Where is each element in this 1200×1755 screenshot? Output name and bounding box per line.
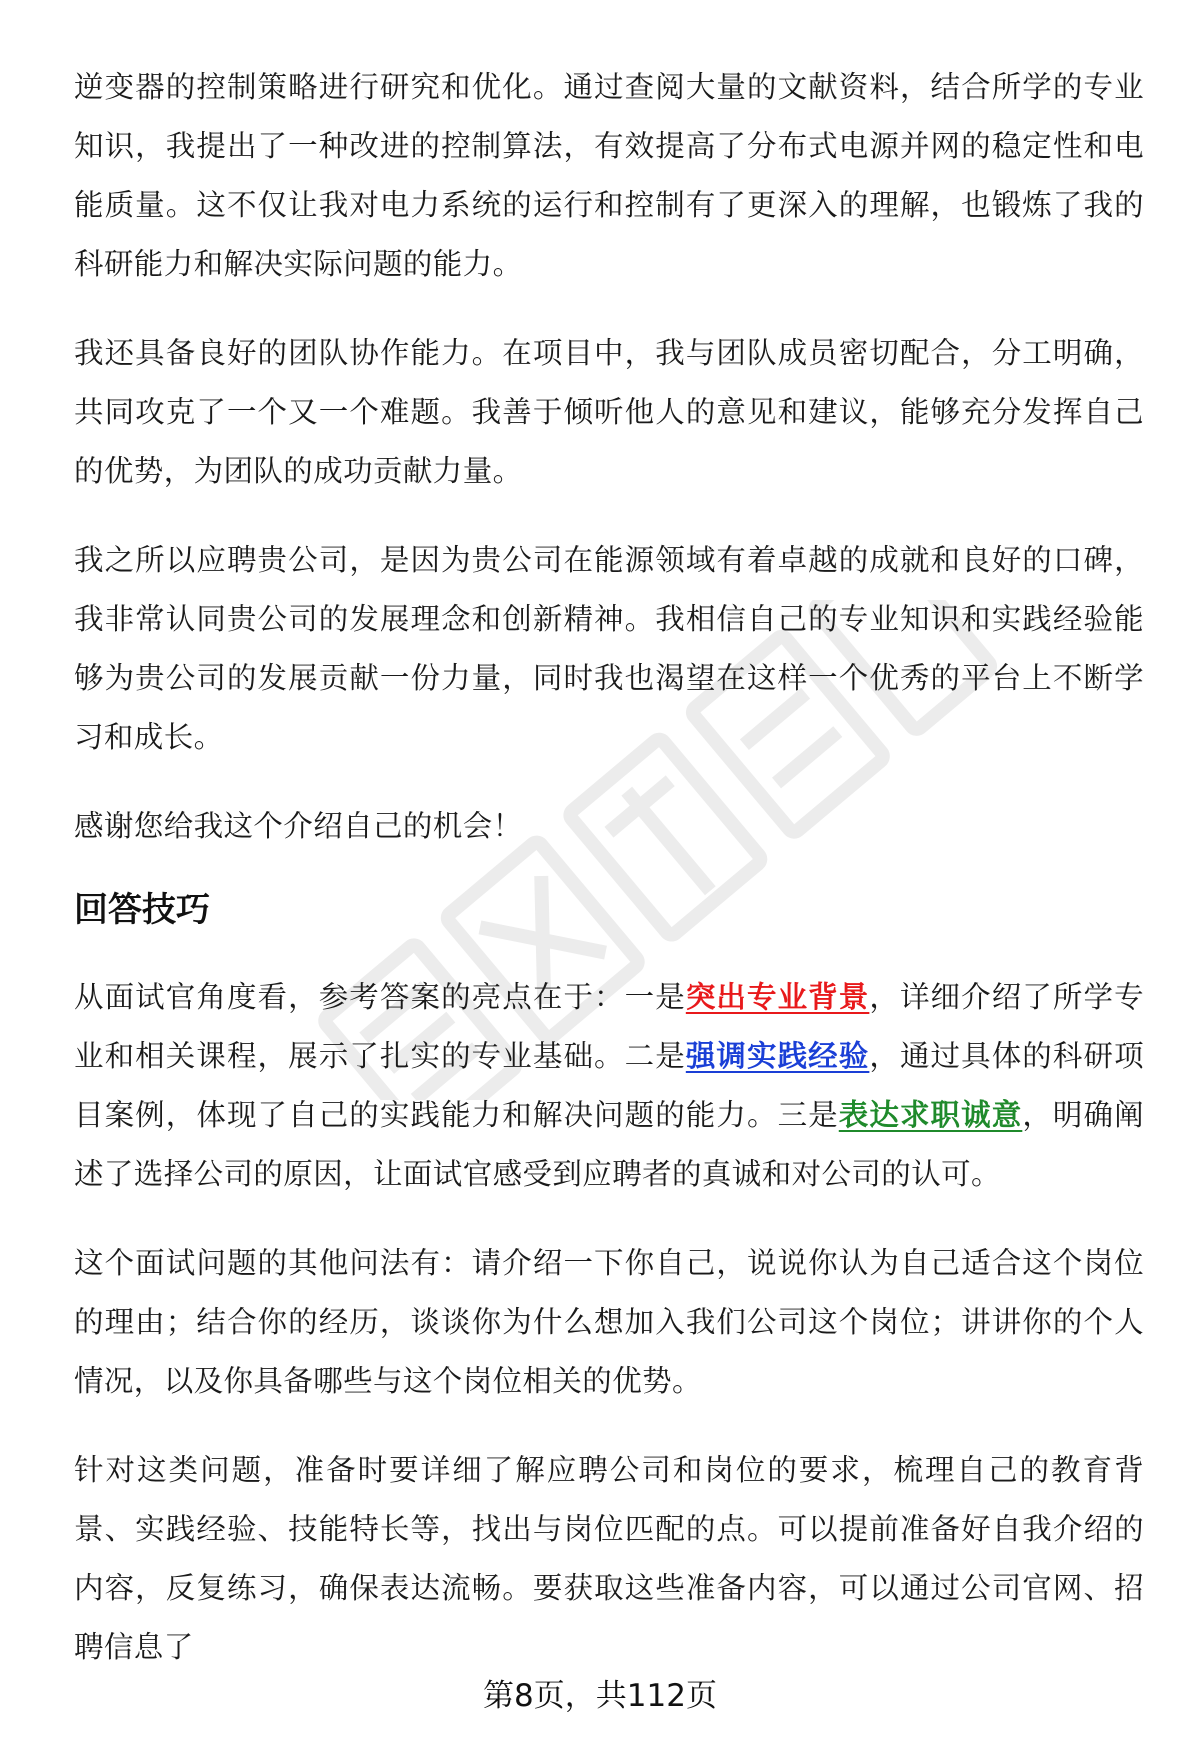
document-body	[74, 58, 1144, 1707]
tips-paragraph-highlights	[74, 968, 1144, 1204]
paragraph-motivation: 我之所以应聘贵公司，是因为贵公司在能源领域有着卓越的成就和良好的口碑，我非常认同贵公司的发展理念和创新精神。我相信自己的专业知识和实践经验能够为贵公司的发展贡献一份力量，同时我也渴望在这样一个优秀的平台上不断学习和成长。	[74, 543, 1144, 754]
tips-text-d: ，明确阐述了选择公司的原因，让面试官感受到应聘者的真诚和对公司的认可。	[74, 1098, 1144, 1191]
page-footer: 第8页，共112页	[483, 1678, 717, 1714]
tips-paragraph-preparation: 针对这类问题，准备时要详细了解应聘公司和岗位的要求，梳理自己的教育背景、实践经验、技能特长等，找出与岗位匹配的点。可以提前准备好自我介绍的内容，反复练习，确保表达流畅。要获取这些准备内容，可以通过公司官网、招聘信息了	[74, 1453, 1144, 1664]
highlight-practical-experience: 强调实践经验	[685, 1039, 870, 1073]
paragraph-thanks: 感谢您给我这个介绍自己的机会！	[74, 809, 523, 843]
paragraph-research: 逆变器的控制策略进行研究和优化。通过查阅大量的文献资料，结合所学的专业知识，我提出了一种改进的控制算法，有效提高了分布式电源并网的稳定性和电能质量。这不仅让我对电力系统的运行和控制有了更深入的理解，也锻炼了我的科研能力和解决实际问题的能力。	[74, 70, 1144, 281]
paragraph-teamwork: 我还具备良好的团队协作能力。在项目中，我与团队成员密切配合，分工明确，共同攻克了一个又一个难题。我善于倾听他人的意见和建议，能够充分发挥自己的优势，为团队的成功贡献力量。	[74, 336, 1144, 488]
tips-text-b: ，详细介绍了所学专业和相关课程，展示了扎实的专业基础。二是	[74, 980, 1144, 1073]
section-title: 回答技巧	[74, 890, 210, 930]
tips-paragraph-alternatives: 这个面试问题的其他问法有：请介绍一下你自己，说说你认为自己适合这个岗位的理由；结合你的经历，谈谈你为什么想加入我们公司这个岗位；讲讲你的个人情况，以及你具备哪些与这个岗位相关的优势。	[74, 1246, 1144, 1398]
highlight-professional-background: 突出专业背景	[685, 980, 870, 1014]
tips-text-a: 从面试官角度看，参考答案的亮点在于：一是	[74, 980, 686, 1014]
highlight-job-sincerity: 表达求职诚意	[838, 1098, 1023, 1132]
tips-text-c: ，通过具体的科研项目案例，体现了自己的实践能力和解决问题的能力。三是	[74, 1039, 1144, 1132]
